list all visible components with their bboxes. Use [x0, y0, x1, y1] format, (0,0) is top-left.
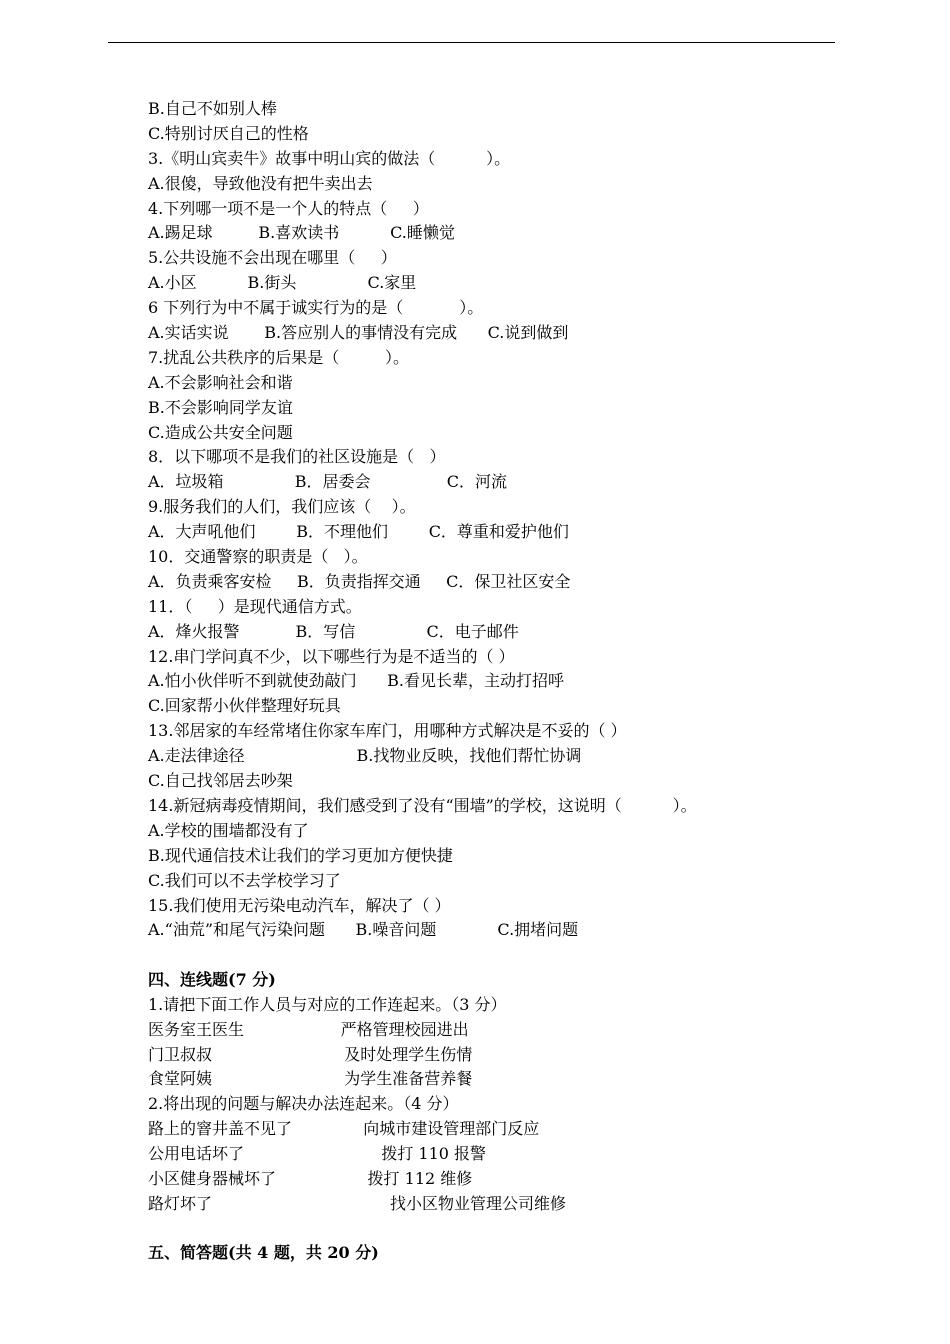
text-line: C.回家帮小伙伴整理好玩具	[148, 696, 341, 716]
text-line: 路灯坏了 找小区物业管理公司维修	[148, 1193, 567, 1213]
text-line: A.走法律途径 B.找物业反映，找他们帮忙协调	[148, 746, 582, 766]
text-line: A.踢足球 B.喜欢读书 C.睡懒觉	[148, 223, 455, 243]
text-line: 8．以下哪项不是我们的社区设施是（ ）	[148, 447, 446, 467]
text-line: 1.请把下面工作人员与对应的工作连起来。（3 分）	[148, 994, 507, 1014]
text-line: B.不会影响同学友谊	[148, 397, 293, 417]
text-line: 10．交通警察的职责是（ ）。	[148, 547, 368, 567]
text-line: A．大声吼他们 B．不理他们 C．尊重和爱护他们	[148, 522, 569, 542]
text-line: A.怕小伙伴听不到就使劲敲门 B.看见长辈，主动打招呼	[148, 671, 565, 691]
text-line: 15.我们使用无污染电动汽车，解决了（ ）	[148, 895, 451, 915]
text-line: C.造成公共安全问题	[148, 422, 293, 442]
header-rule	[108, 42, 835, 43]
text-line: 路上的窨井盖不见了 向城市建设管理部门反应	[148, 1119, 540, 1139]
text-line: A.“油荒”和尾气污染问题 B.噪音问题 C.拥堵问题	[148, 920, 579, 940]
text-line: 医务室王医生 严格管理校园进出	[148, 1019, 469, 1039]
text-line: A．烽火报警 B．写信 C．电子邮件	[148, 621, 519, 641]
section-heading: 五、简答题(共 4 题，共 20 分)	[148, 1243, 379, 1263]
text-line: A．负责乘客安检 B．负责指挥交通 C．保卫社区安全	[148, 571, 571, 591]
text-line: 12.串门学问真不少，以下哪些行为是不适当的（ ）	[148, 646, 515, 666]
text-line: 门卫叔叔 及时处理学生伤情	[148, 1044, 473, 1064]
text-line: 9.服务我们的人们，我们应该（ ）。	[148, 497, 416, 517]
section-heading: 四、连线题(7 分)	[148, 969, 276, 989]
text-line: A.实话实说 B.答应别人的事情没有完成 C.说到做到	[148, 323, 569, 343]
text-line: A.学校的围墙都没有了	[148, 820, 309, 840]
text-line: 食堂阿姨 为学生准备营养餐	[148, 1069, 473, 1089]
text-line: 2.将出现的问题与解决办法连起来。（4 分）	[148, 1094, 459, 1114]
text-line: 公用电话坏了 拨打 110 报警	[148, 1144, 487, 1164]
text-line: 4.下列哪一项不是一个人的特点（ ）	[148, 198, 429, 218]
text-line: 13.邻居家的车经常堵住你家车库门，用哪种方式解决是不妥的（ ）	[148, 721, 627, 741]
text-line: 3.《明山宾卖牛》故事中明山宾的做法（ ）。	[148, 148, 511, 168]
text-line: A.小区 B.街头 C.家里	[148, 273, 417, 293]
text-line: 14.新冠病毒疫情期间，我们感受到了没有“围墙”的学校，这说明（ ）。	[148, 795, 697, 815]
document-body	[148, 97, 908, 1266]
text-line: B.现代通信技术让我们的学习更加方便快捷	[148, 845, 453, 865]
text-line: A.不会影响社会和谐	[148, 372, 293, 392]
text-line: C.我们可以不去学校学习了	[148, 870, 341, 890]
text-line: C.自己找邻居去吵架	[148, 771, 293, 791]
text-line: C.特别讨厌自己的性格	[148, 123, 309, 143]
text-line: A.很傻，导致他没有把牛卖出去	[148, 173, 373, 193]
text-line: A．垃圾箱 B．居委会 C．河流	[148, 472, 508, 492]
text-line: 6 下列行为中不属于诚实行为的是（ ）。	[148, 298, 484, 318]
text-line: 7.扰乱公共秩序的后果是（ ）。	[148, 347, 410, 367]
text-line: 小区健身器械坏了 拨打 112 维修	[148, 1169, 473, 1188]
text-line: B.自己不如别人棒	[148, 99, 277, 118]
text-line: 5.公共设施不会出现在哪里（ ）	[148, 248, 397, 268]
text-line: 11．（ ）是现代通信方式。	[148, 596, 362, 616]
